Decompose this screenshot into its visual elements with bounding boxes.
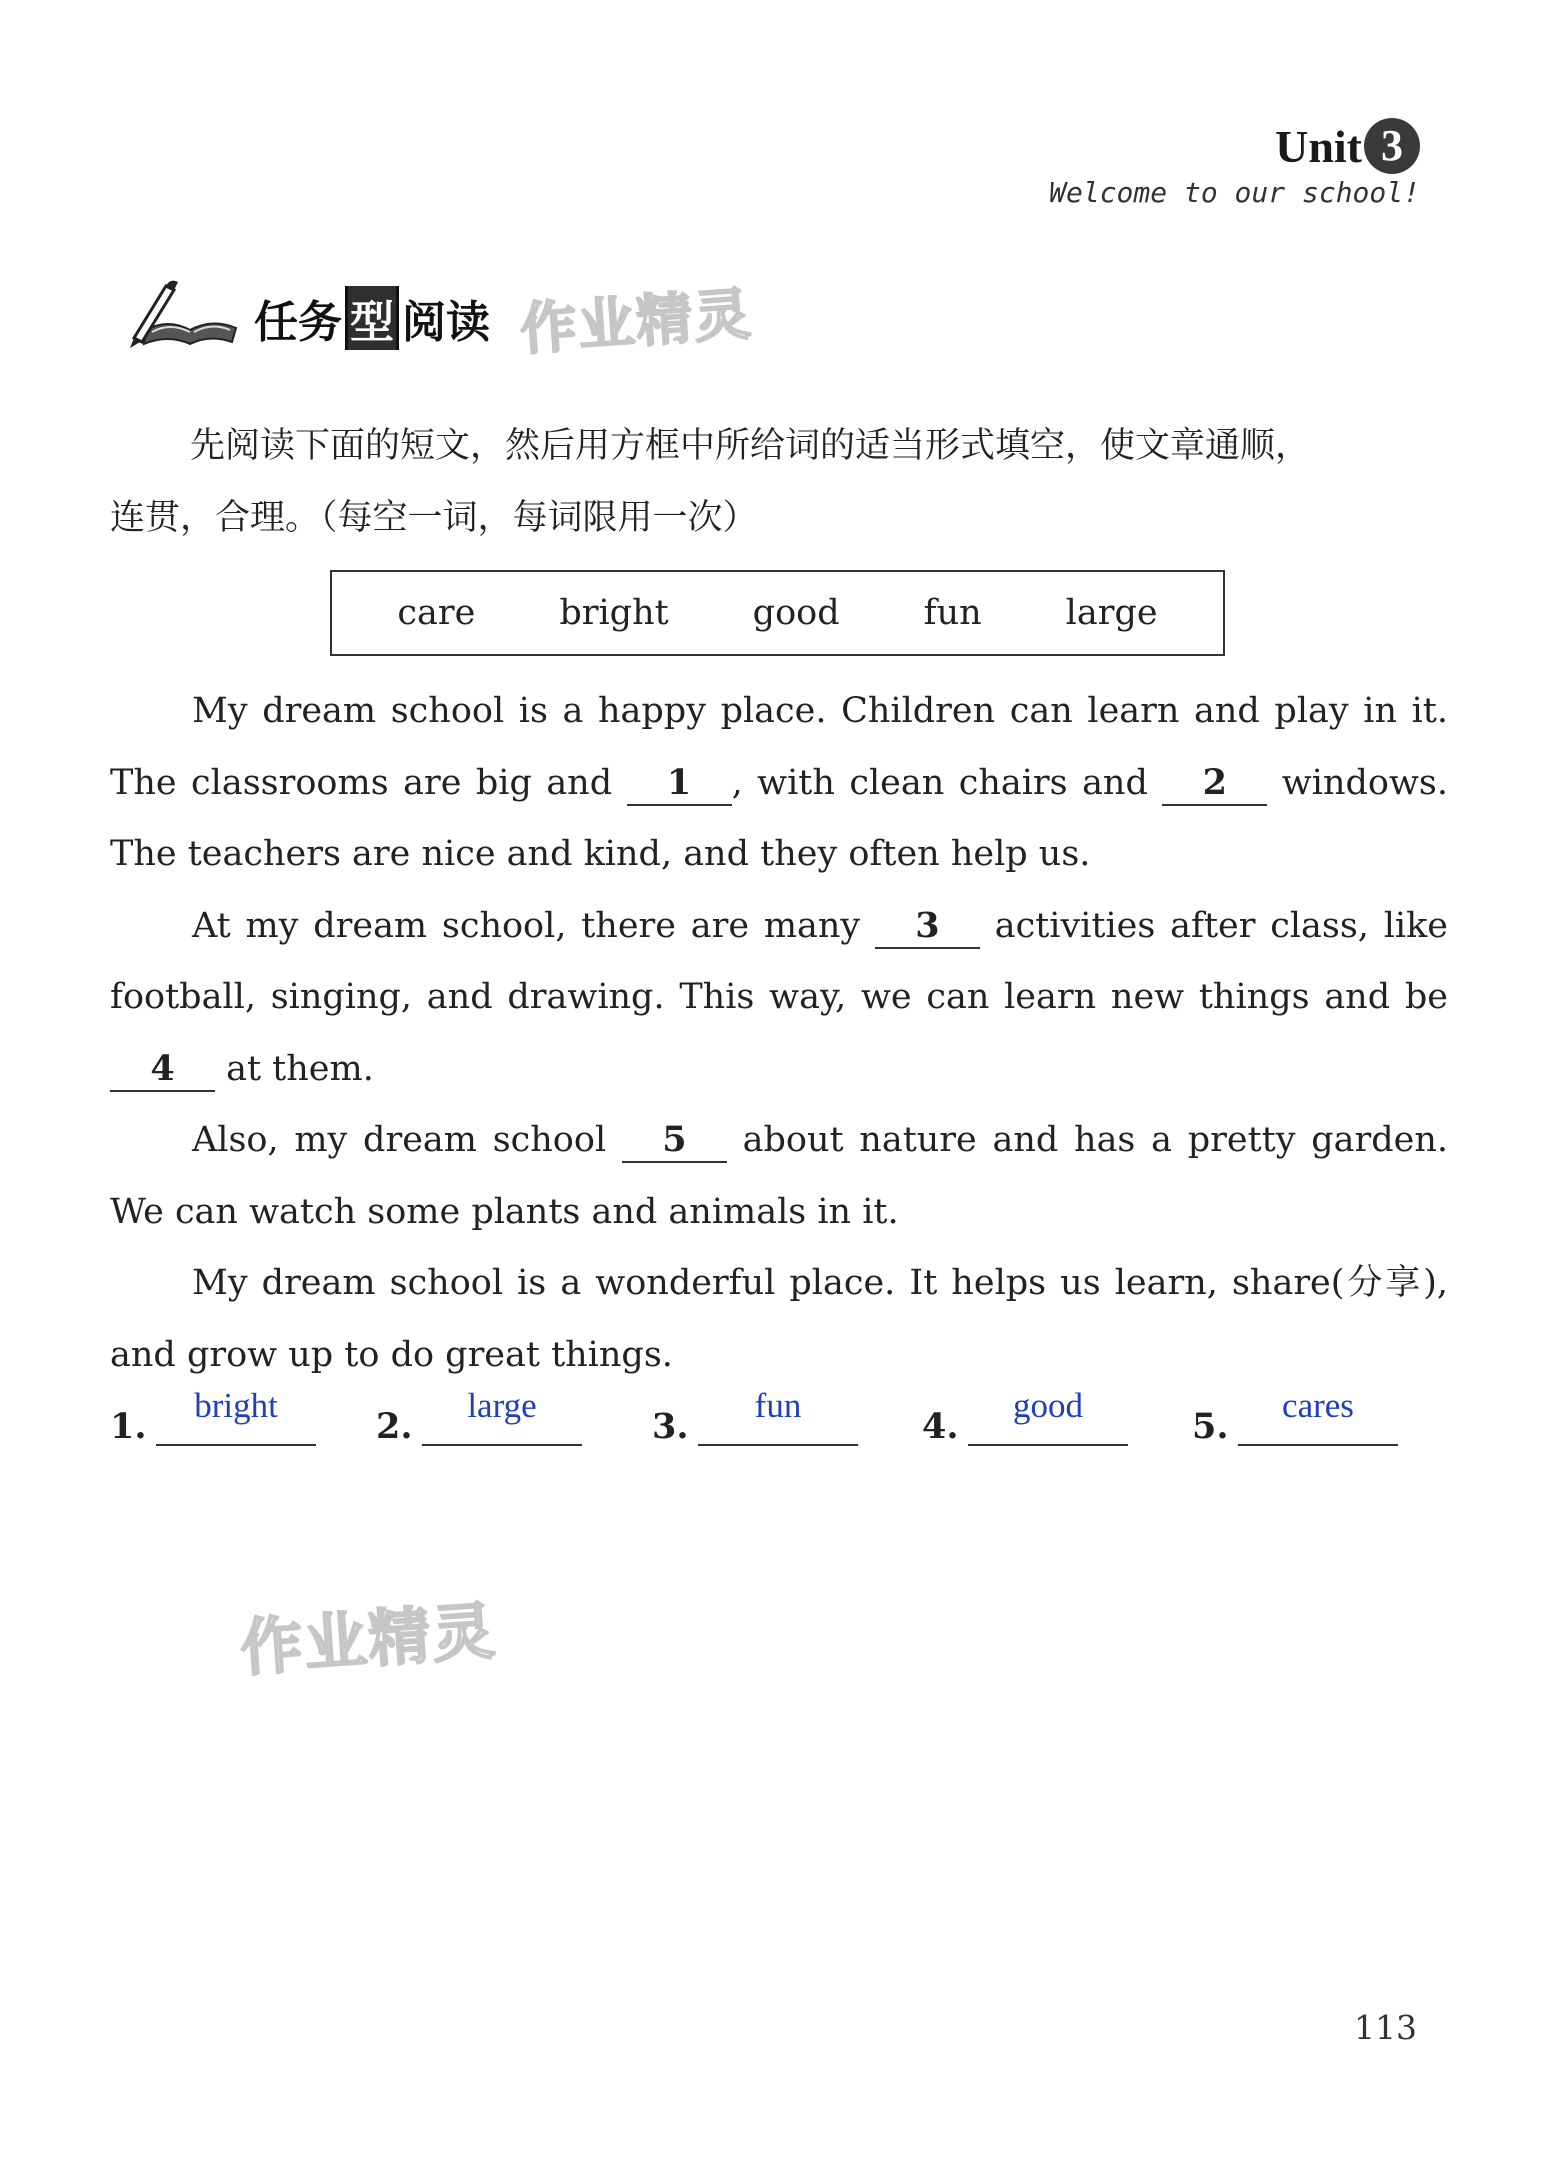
unit-subtitle: Welcome to our school! (1049, 176, 1420, 209)
section-heading (254, 286, 490, 350)
paragraph-text: about nature and has a pretty garden. We can watch some plants and animals in it. (110, 1120, 1448, 1232)
paragraph-text: At my dream school, there are many (192, 905, 875, 946)
answer-value: large (467, 1386, 537, 1425)
answer-number: 1. (110, 1406, 147, 1447)
answer-value: good (1013, 1386, 1083, 1425)
paragraph-text: at them. (215, 1048, 374, 1089)
paragraph-text: My dream school is a happy place. Children can learn and play in it. The classrooms are big and (110, 691, 1448, 803)
answer-number: 4. (922, 1406, 959, 1447)
word-option: fun (923, 593, 982, 633)
answer-line (156, 1444, 316, 1446)
watermark: 作业精灵 (238, 1594, 499, 1685)
paragraph-text: , with clean chairs and (731, 762, 1163, 803)
reading-passage (110, 676, 1448, 1391)
pen-and-book-icon (128, 272, 248, 352)
answer-value: bright (194, 1386, 278, 1425)
paragraph-2 (110, 891, 1448, 1106)
paragraph-text: windows. The teachers are nice and kind, and they often help us. (110, 762, 1449, 874)
word-option: large (1065, 593, 1158, 633)
answer-value: fun (754, 1386, 802, 1425)
blank-1: 1 (627, 762, 732, 806)
answer-row (110, 1384, 1460, 1454)
unit-number-badge: 3 (1364, 118, 1420, 174)
answer-number: 3. (652, 1406, 689, 1447)
word-option: good (752, 593, 840, 633)
word-option: bright (559, 593, 669, 633)
paragraph-1 (110, 676, 1448, 891)
answer-value: cares (1282, 1386, 1354, 1425)
answer-number: 5. (1192, 1406, 1229, 1447)
instructions-line2: 连贯，合理。（每空一词，每词限用一次） (110, 498, 758, 538)
word-box (330, 570, 1225, 656)
section-heading-part2: 阅读 (402, 297, 490, 348)
answer-line (968, 1444, 1128, 1446)
unit-header (1275, 118, 1420, 174)
blank-2: 2 (1162, 762, 1267, 806)
instructions-line1: 先阅读下面的短文，然后用方框中所给词的适当形式填空，使文章通顺， (190, 426, 1311, 466)
instructions (110, 410, 1460, 554)
paragraph-text: activities after class, like football, singing, and drawing. This way, we can learn new things and be (110, 905, 1449, 1017)
paragraph-3 (110, 1105, 1448, 1248)
watermark: 作业精灵 (518, 281, 755, 364)
paragraph-4 (110, 1248, 1448, 1391)
section-heading-boxed: 型 (345, 286, 399, 350)
paragraph-text: My dream school is a wonderful place. It helps us learn, share(分享), and grow up to do great things. (110, 1263, 1448, 1375)
blank-4: 4 (110, 1048, 215, 1092)
word-option: care (397, 593, 476, 633)
section-heading-part1: 任务 (254, 297, 342, 348)
blank-5: 5 (622, 1119, 727, 1163)
blank-3: 3 (875, 905, 980, 949)
answer-line (698, 1444, 858, 1446)
paragraph-text: Also, my dream school (192, 1120, 622, 1160)
answer-number: 2. (376, 1406, 413, 1447)
page-number: 113 (1354, 2008, 1417, 2047)
answer-line (1238, 1444, 1398, 1446)
unit-label: Unit (1275, 120, 1362, 172)
answer-line (422, 1444, 582, 1446)
